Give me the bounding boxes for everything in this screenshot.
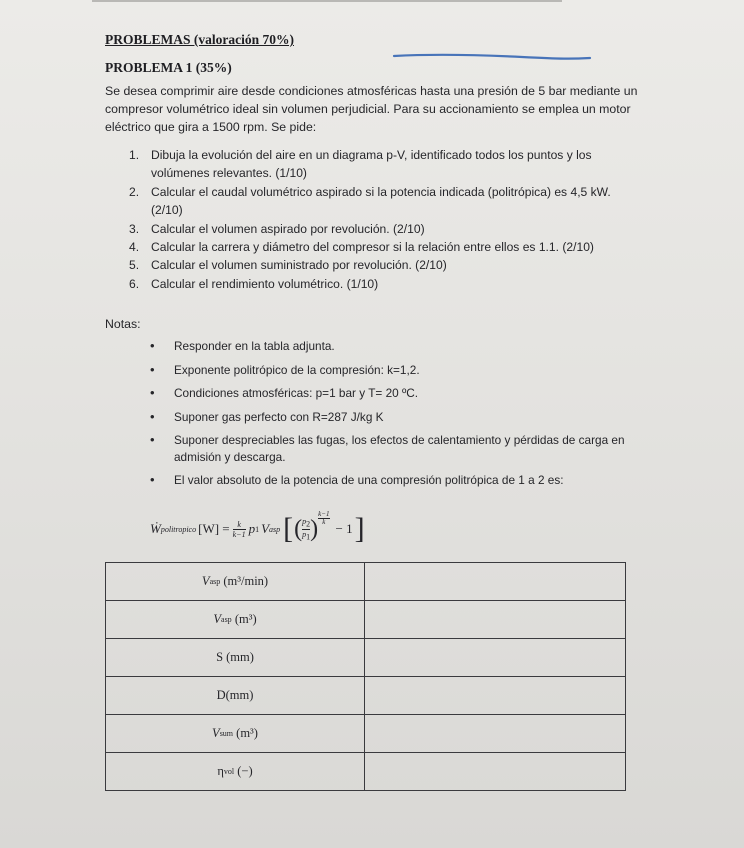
task-item xyxy=(129,220,641,238)
formula-left-bracket: [ xyxy=(283,512,294,545)
section-title: PROBLEMAS (valoración 70%) xyxy=(105,32,294,47)
table-row xyxy=(106,638,625,676)
task-text: Calcular el rendimiento volumétrico. (1/10) xyxy=(151,276,379,291)
formula-unit: [W] = xyxy=(198,521,230,536)
formula-minus-one: − 1 xyxy=(335,521,353,536)
row-unit: (m³/min) xyxy=(223,574,269,588)
note-text: Exponente politrópico de la compresión: k=1,2. xyxy=(174,362,420,377)
formula-k-den: k−1 xyxy=(232,529,246,539)
power-formula xyxy=(150,508,365,550)
table-row xyxy=(106,563,625,600)
note-item xyxy=(150,409,640,426)
row-symbol: η xyxy=(217,764,224,778)
formula-ratio-den-sub: 1 xyxy=(306,532,311,542)
formula-right-paren: ) xyxy=(310,516,319,542)
answer-cell-stroke[interactable] xyxy=(365,639,625,676)
formula-exp-den: k xyxy=(322,518,326,526)
notes-label: Notas: xyxy=(105,317,141,331)
table-row xyxy=(106,600,625,638)
task-text: Calcular la carrera y diámetro del compresor si la relación entre ellos es 1.1. (2/10) xyxy=(151,240,594,255)
table-label xyxy=(106,639,365,676)
row-symbol: V xyxy=(201,574,210,588)
pen-stroke-mark xyxy=(392,52,592,64)
table-label xyxy=(106,753,365,790)
formula-w: Ẇ xyxy=(150,521,161,536)
task-item xyxy=(129,183,641,220)
table-label xyxy=(106,715,365,752)
answer-cell-vasp[interactable] xyxy=(365,601,625,638)
task-number: 5. xyxy=(129,258,140,273)
task-text: Calcular el volumen aspirado por revolución. (2/10) xyxy=(151,221,425,236)
task-number: 6. xyxy=(129,276,140,291)
note-text: Responder en la tabla adjunta. xyxy=(174,339,335,353)
row-symbol: D xyxy=(216,688,226,702)
task-number: 4. xyxy=(129,240,140,255)
table-label xyxy=(106,563,365,600)
answer-cell-eta-vol[interactable] xyxy=(365,753,625,790)
formula-exp-num: k−1 xyxy=(318,510,330,518)
task-text: Calcular el volumen suministrado por revolución. (2/10) xyxy=(151,258,447,273)
row-subscript: asp xyxy=(209,577,221,586)
task-number: 3. xyxy=(129,221,140,236)
bullet-icon: • xyxy=(150,472,155,487)
task-number: 1. xyxy=(129,148,140,162)
note-item xyxy=(150,385,640,402)
formula-exponent xyxy=(318,511,329,526)
row-symbol: V xyxy=(213,612,222,626)
note-text: Suponer gas perfecto con R=287 J/kg K xyxy=(174,409,384,424)
table-row xyxy=(106,714,625,752)
formula-vasp-sub: asp xyxy=(269,524,281,534)
note-item xyxy=(150,432,640,465)
note-text: Condiciones atmosféricas: p=1 bar y T= 20 ºC. xyxy=(174,386,419,400)
formula-ratio-den: p xyxy=(302,529,307,539)
answer-cell-vsum[interactable] xyxy=(365,715,625,752)
formula-ratio-num: p xyxy=(302,516,307,526)
bullet-icon: • xyxy=(150,408,155,424)
note-item xyxy=(150,362,640,379)
row-unit: (−) xyxy=(237,764,253,778)
bullet-icon: • xyxy=(150,338,155,353)
formula-p1-sub: 1 xyxy=(255,524,260,534)
task-list xyxy=(129,146,641,293)
task-item xyxy=(129,238,641,256)
table-label xyxy=(106,677,365,714)
row-unit: (m³) xyxy=(236,726,258,740)
row-subscript: sum xyxy=(219,729,234,738)
formula-p1: p xyxy=(248,521,256,536)
bullet-icon: • xyxy=(150,385,155,400)
bullet-icon: • xyxy=(150,361,155,377)
note-item xyxy=(150,472,640,489)
task-text: Dibuja la evolución del aire en un diagrama p-V, identificado todos los puntos y los volúmenes relevantes. (1/10) xyxy=(151,148,592,181)
note-text: Suponer despreciables las fugas, los efectos de calentamiento y pérdidas de carga en admisión y descarga. xyxy=(174,433,625,464)
row-symbol: V xyxy=(212,726,220,740)
row-unit: (mm) xyxy=(225,688,254,702)
answer-cell-diameter[interactable] xyxy=(365,677,625,714)
formula-k-num: k xyxy=(237,519,241,529)
formula-right-bracket: ] xyxy=(354,512,365,545)
top-edge-line xyxy=(92,0,562,2)
row-subscript: vol xyxy=(223,767,235,776)
bullet-icon: • xyxy=(150,432,155,447)
row-symbol: S xyxy=(216,650,224,664)
row-unit: (mm) xyxy=(226,650,254,664)
task-number: 2. xyxy=(129,184,140,199)
table-row xyxy=(106,752,625,790)
formula-pressure-ratio xyxy=(302,517,310,541)
formula-k-fraction xyxy=(233,520,246,539)
formula-ratio-num-sub: 2 xyxy=(306,519,311,529)
formula-w-sub: politropico xyxy=(160,524,197,534)
notes-list xyxy=(150,338,640,496)
note-item xyxy=(150,338,640,355)
formula-vasp: V xyxy=(261,521,270,536)
problem-title: PROBLEMA 1 (35%) xyxy=(105,60,232,75)
table-label xyxy=(106,601,365,638)
problem-statement: Se desea comprimir aire desde condiciones atmosféricas hasta una presión de 5 bar mediante un compresor volumétrico ideal sin volumen perjudicial. Para su accionamiento se emplea un motor eléctrico que gira a 1500 rpm. Se pide: xyxy=(105,84,638,134)
note-text: El valor absoluto de la potencia de una compresión politrópica de 1 a 2 es: xyxy=(174,473,564,487)
formula-left-paren: ( xyxy=(294,516,303,542)
task-item xyxy=(129,275,641,293)
task-item xyxy=(129,146,641,183)
answer-table xyxy=(105,562,626,791)
task-text: Calcular el caudal volumétrico aspirado si la potencia indicada (politrópica) es 4,5 kW. (2/10) xyxy=(151,184,611,218)
row-unit: (m³) xyxy=(234,612,257,626)
row-subscript: asp xyxy=(221,615,232,624)
answer-cell-vasp-rate[interactable] xyxy=(365,563,625,600)
table-row xyxy=(106,676,625,714)
task-item xyxy=(129,256,641,274)
